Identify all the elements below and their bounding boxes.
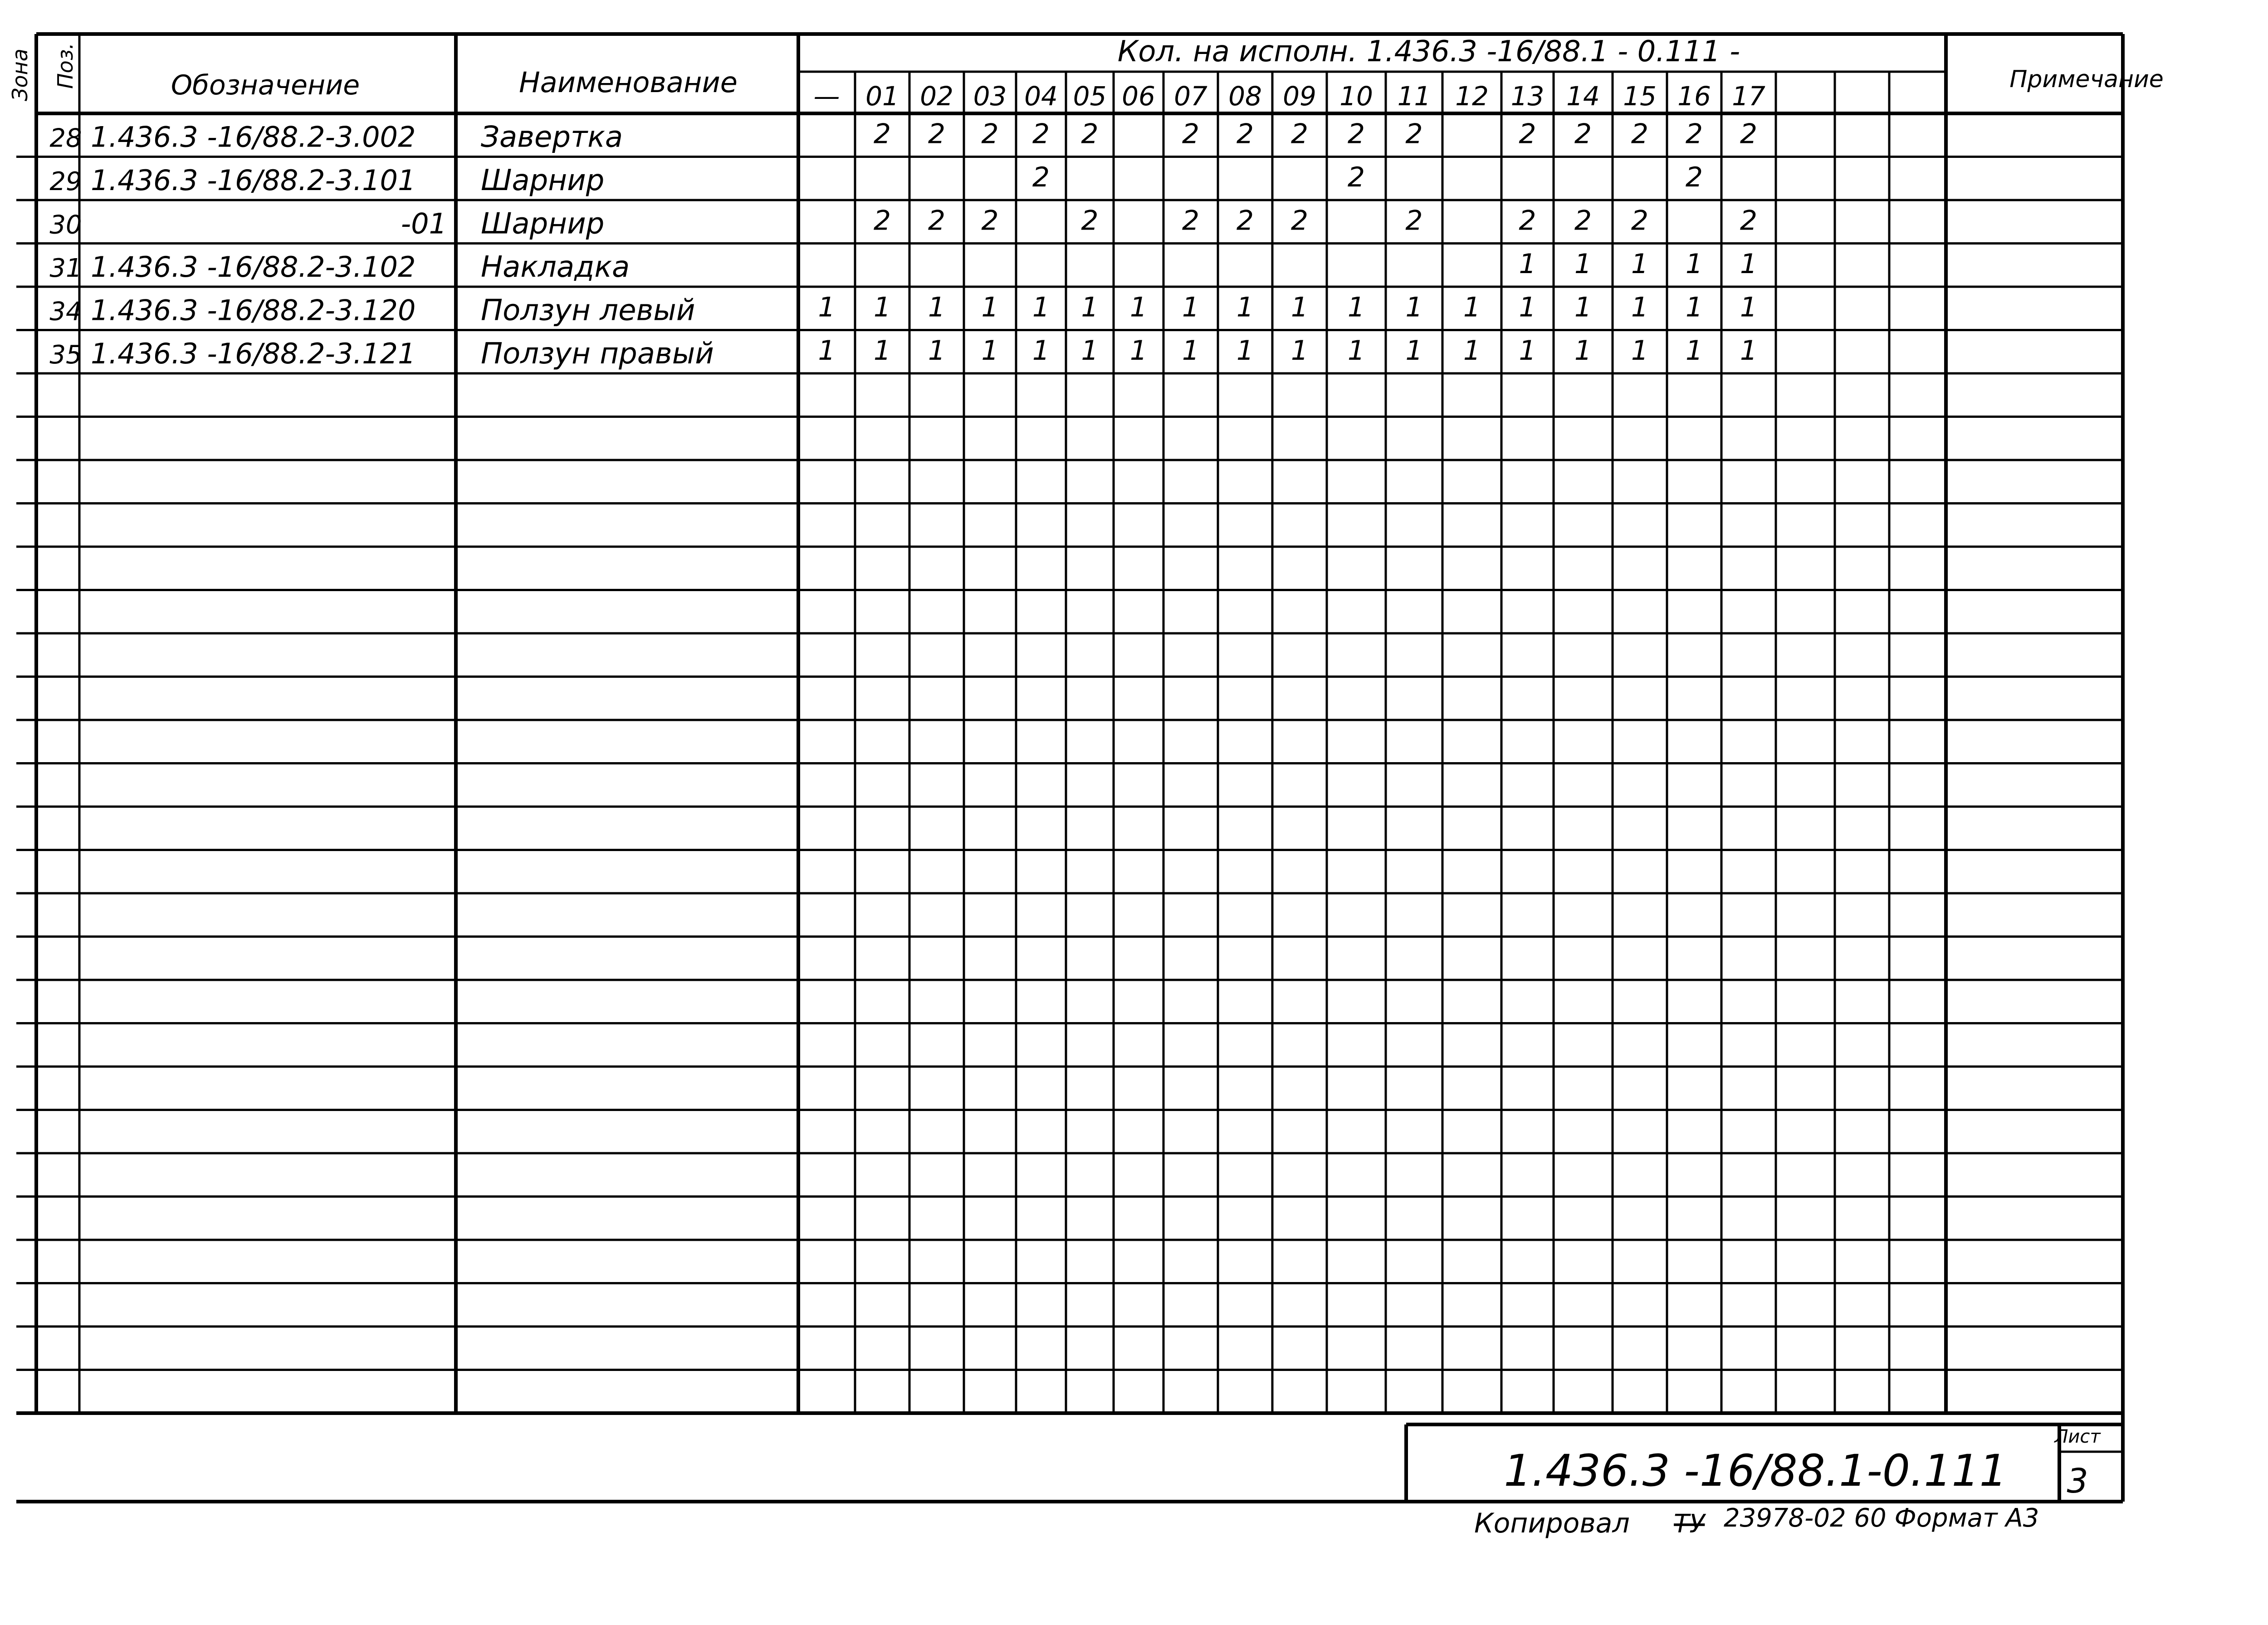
row-qty: 1: [1347, 291, 1365, 323]
row-qty: 1: [818, 335, 836, 367]
row-qty: 1: [1519, 248, 1536, 280]
row-designation: 1.436.3 -16/88.2-3.002: [91, 120, 416, 154]
version-header: 11: [1397, 81, 1431, 112]
footer-copied: Копировал: [1474, 1508, 1630, 1539]
header-pos: Поз.: [53, 43, 78, 89]
row-qty: 2: [1032, 162, 1050, 193]
row-pos: 28: [49, 123, 82, 153]
row-qty: 1: [1740, 248, 1758, 280]
row-qty: 2: [1081, 205, 1099, 237]
row-qty: 1: [1290, 335, 1309, 367]
row-qty: 1: [1631, 335, 1649, 367]
row-qty: 1: [928, 291, 946, 323]
row-pos: 30: [49, 210, 82, 240]
row-qty: 1: [1685, 248, 1703, 280]
row-pos: 34: [49, 297, 82, 327]
row-qty: 2: [1347, 118, 1365, 150]
row-qty: 1: [1129, 291, 1148, 323]
row-qty: 2: [1182, 118, 1200, 150]
row-qty: 1: [1347, 335, 1365, 367]
row-qty: 2: [1631, 205, 1649, 237]
row-name: Шарнир: [481, 164, 605, 197]
version-header: 03: [973, 81, 1007, 112]
row-qty: 2: [1032, 118, 1050, 150]
row-qty: 2: [873, 205, 891, 237]
row-qty: 1: [1574, 248, 1592, 280]
row-designation: 1.436.3 -16/88.2-3.121: [91, 337, 416, 370]
row-designation: 1.436.3 -16/88.2-3.120: [91, 294, 416, 327]
row-qty: 1: [1685, 335, 1703, 367]
row-qty: 1: [1236, 291, 1254, 323]
version-header: —: [813, 81, 840, 112]
row-qty: 1: [1463, 291, 1481, 323]
row-qty: 1: [1740, 291, 1758, 323]
version-header: 13: [1510, 81, 1545, 112]
row-qty: 2: [1290, 118, 1309, 150]
sheet-label: Лист: [2054, 1426, 2101, 1447]
row-qty: 2: [1519, 205, 1536, 237]
row-qty: 2: [1182, 205, 1200, 237]
row-qty: 2: [1740, 205, 1758, 237]
version-header: 05: [1073, 81, 1107, 112]
row-qty: 1: [1081, 335, 1099, 367]
row-name: Ползун левый: [481, 294, 695, 328]
version-header: 10: [1339, 81, 1373, 112]
row-qty: 1: [1290, 291, 1309, 323]
footer-tu: ТУ: [1674, 1509, 1705, 1539]
row-qty: 1: [1182, 335, 1200, 367]
row-qty: 1: [1463, 335, 1481, 367]
version-header: 09: [1283, 81, 1316, 112]
row-qty: 2: [1290, 205, 1309, 237]
row-qty: 1: [1631, 248, 1649, 280]
row-qty: 2: [928, 118, 946, 150]
row-qty: 1: [928, 335, 946, 367]
row-qty: 2: [1574, 205, 1592, 237]
row-name: Шарнир: [481, 207, 605, 241]
row-qty: 2: [1236, 205, 1254, 237]
row-qty: 1: [1405, 291, 1423, 323]
row-qty: 1: [1129, 335, 1148, 367]
row-qty: 2: [1740, 118, 1758, 150]
row-pos: 35: [49, 340, 82, 370]
row-designation: 1.436.3 -16/88.2-3.101: [91, 164, 416, 197]
row-qty: 1: [1081, 291, 1099, 323]
row-qty: 1: [1182, 291, 1200, 323]
row-qty: 1: [873, 335, 891, 367]
version-header: 16: [1677, 81, 1711, 112]
row-qty: 2: [1685, 162, 1703, 193]
row-name: Завертка: [481, 120, 623, 154]
row-qty: 2: [1631, 118, 1649, 150]
row-qty: 2: [981, 118, 999, 150]
row-name: Накладка: [481, 250, 630, 284]
row-qty: 2: [1347, 162, 1365, 193]
doc-number: 1.436.3 -16/88.1-0.111: [1504, 1445, 2007, 1496]
row-qty: 2: [1574, 118, 1592, 150]
row-name: Ползун правый: [481, 337, 714, 371]
row-qty: 2: [981, 205, 999, 237]
row-qty: 1: [1032, 335, 1050, 367]
row-qty: 1: [1574, 291, 1592, 323]
row-qty: 2: [928, 205, 946, 237]
version-header: 12: [1455, 81, 1489, 112]
version-header: 02: [920, 81, 953, 112]
version-header: 15: [1623, 81, 1657, 112]
version-header: 08: [1228, 81, 1262, 112]
header-note: Примечание: [2009, 66, 2164, 93]
row-qty: 1: [1519, 335, 1536, 367]
row-qty: 2: [1685, 118, 1703, 150]
row-qty: 1: [1631, 291, 1649, 323]
row-qty: 2: [1081, 118, 1099, 150]
row-qty: 1: [1574, 335, 1592, 367]
row-qty: 2: [873, 118, 891, 150]
version-header: 01: [865, 81, 899, 112]
version-headers: [814, 81, 1765, 112]
version-header: 14: [1566, 81, 1600, 112]
sheet-number: 3: [2067, 1462, 2088, 1501]
row-pos: 31: [49, 254, 82, 283]
version-header: 17: [1732, 81, 1765, 112]
row-qty: 2: [1405, 118, 1423, 150]
row-qty: 2: [1519, 118, 1536, 150]
row-qty: 1: [1685, 291, 1703, 323]
row-qty: 1: [1236, 335, 1254, 367]
row-qty: 1: [981, 291, 999, 323]
version-header: 07: [1174, 81, 1207, 112]
row-designation: -01: [401, 207, 447, 240]
row-qty: 2: [1236, 118, 1254, 150]
row-qty: 1: [1519, 291, 1536, 323]
row-designation: 1.436.3 -16/88.2-3.102: [91, 250, 416, 284]
row-qty: 1: [1405, 335, 1423, 367]
row-qty: 1: [818, 291, 836, 323]
header-qty-group: Кол. на исполн. 1.436.3 -16/88.1 - 0.111 -: [1117, 35, 1740, 69]
row-qty: 1: [873, 291, 891, 323]
row-qty: 1: [1032, 291, 1050, 323]
row-qty: 1: [981, 335, 999, 367]
header-name: Наименование: [519, 66, 738, 99]
row-qty: 1: [1740, 335, 1758, 367]
header-zone: Зона: [8, 49, 32, 101]
header-designation: Обозначение: [171, 69, 360, 101]
row-qty: 2: [1405, 205, 1423, 237]
version-header: 04: [1024, 81, 1058, 112]
version-header: 06: [1122, 81, 1155, 112]
footer-format-note: 23978-02 60 Формат А3: [1724, 1503, 2039, 1533]
row-pos: 29: [49, 167, 82, 196]
